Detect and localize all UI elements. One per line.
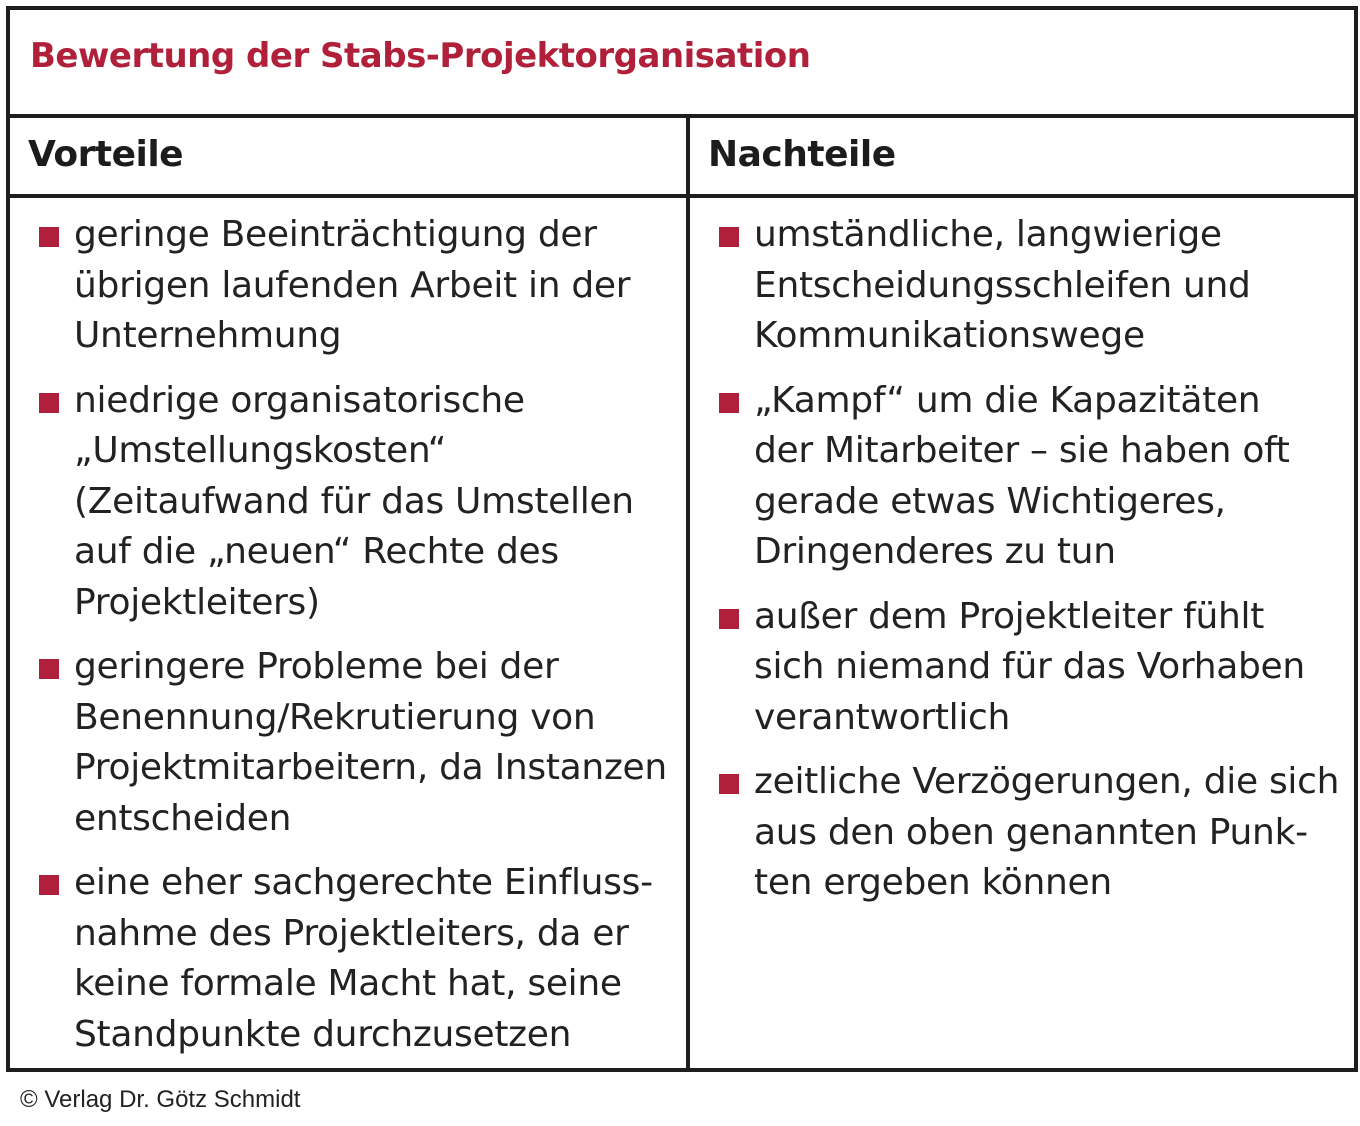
item-line: entscheiden bbox=[74, 797, 292, 839]
header-nachteile: Nachteile bbox=[708, 134, 896, 175]
header-vorteile: Vorteile bbox=[28, 134, 184, 175]
item-line: Projektmitarbeitern, da Instanzen bbox=[74, 747, 667, 788]
bullet-square-icon bbox=[719, 393, 739, 413]
list-item-vorteil-4 bbox=[36, 858, 666, 1060]
item-line: verantwortlich bbox=[754, 696, 1011, 738]
item-line: Unternehmung bbox=[74, 315, 342, 356]
item-line: Benennung/Rekrutierung von bbox=[74, 696, 596, 738]
item-line: niedrige organisatorische bbox=[74, 379, 525, 421]
item-line: umständliche, langwierige bbox=[754, 214, 1222, 255]
bullet-square-icon bbox=[39, 659, 59, 679]
item-line: eine eher sachgerechte Einfluss- bbox=[74, 862, 653, 903]
item-line: „Kampf“ um die Kapazitäten bbox=[754, 379, 1261, 421]
item-line: Standpunkte durchzusetzen bbox=[74, 1013, 572, 1055]
item-line: Entscheidungsschleifen und bbox=[754, 264, 1251, 306]
list-item-vorteil-1 bbox=[36, 210, 666, 362]
item-line: geringere Probleme bei der bbox=[74, 646, 559, 687]
column-divider bbox=[686, 114, 690, 1068]
header-row bbox=[10, 118, 1354, 198]
bullet-square-icon bbox=[719, 774, 739, 794]
item-line: Kommunikationswege bbox=[754, 315, 1145, 356]
bullet-square-icon bbox=[39, 875, 59, 895]
item-line: der Mitarbeiter – sie haben oft bbox=[754, 430, 1290, 471]
bullet-square-icon bbox=[719, 227, 739, 247]
copyright-footer: © Verlag Dr. Götz Schmidt bbox=[20, 1086, 301, 1113]
bullet-square-icon bbox=[719, 609, 739, 629]
item-line: auf die „neuen“ Rechte des bbox=[74, 531, 559, 572]
list-item-nachteil-2 bbox=[716, 376, 1340, 578]
list-item-nachteil-3 bbox=[716, 592, 1340, 744]
item-line: sich niemand für das Vorhaben bbox=[754, 646, 1305, 687]
evaluation-table bbox=[6, 6, 1358, 1072]
item-line: außer dem Projektleiter fühlt bbox=[754, 595, 1265, 637]
item-line: „Umstellungskosten“ bbox=[74, 430, 447, 471]
item-line: gerade etwas Wichtigeres, bbox=[754, 480, 1226, 522]
item-line: übrigen laufenden Arbeit in der bbox=[74, 264, 631, 306]
list-item-nachteil-4 bbox=[716, 757, 1340, 909]
item-line: geringe Beeinträchtigung der bbox=[74, 214, 597, 255]
item-line: (Zeitaufwand für das Umstellen bbox=[74, 480, 634, 522]
vorteile-list bbox=[36, 210, 666, 1074]
item-line: ten ergeben können bbox=[754, 862, 1112, 903]
title-row bbox=[10, 10, 1354, 118]
item-line: aus den oben genannten Punk- bbox=[754, 811, 1308, 853]
list-item-vorteil-2 bbox=[36, 376, 666, 629]
item-line: Projektleiters) bbox=[74, 581, 320, 623]
item-line: nahme des Projektleiters, da er bbox=[74, 912, 629, 954]
table-title: Bewertung der Stabs-Projektorganisation bbox=[30, 36, 811, 76]
nachteile-list bbox=[716, 210, 1340, 923]
bullet-square-icon bbox=[39, 227, 59, 247]
bullet-square-icon bbox=[39, 393, 59, 413]
list-item-vorteil-3 bbox=[36, 642, 666, 844]
item-line: Dringenderes zu tun bbox=[754, 531, 1116, 572]
item-line: zeitliche Verzögerungen, die sich bbox=[754, 761, 1340, 802]
list-item-nachteil-1 bbox=[716, 210, 1340, 362]
item-line: keine formale Macht hat, seine bbox=[74, 963, 622, 1004]
